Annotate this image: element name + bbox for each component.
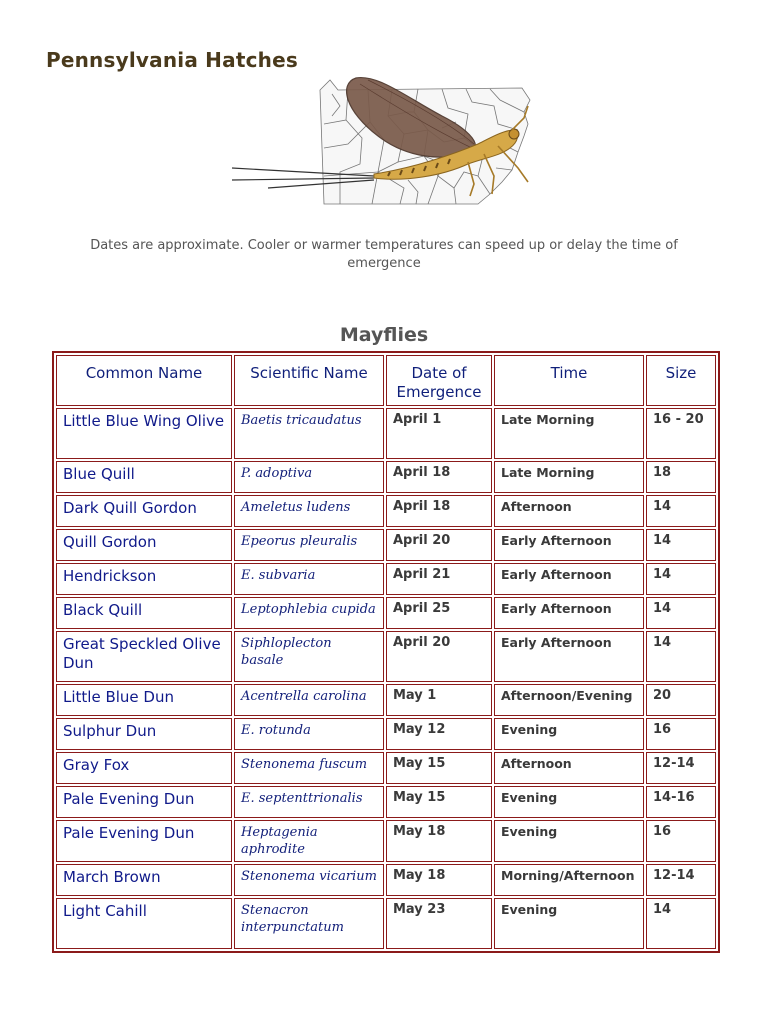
header-common-name: Common Name <box>56 355 232 406</box>
scientific-name-cell: P. adoptiva <box>234 461 384 493</box>
table-row <box>56 495 716 527</box>
date-cell: April 21 <box>386 563 492 595</box>
table-row <box>56 408 716 459</box>
scientific-name-cell: Epeorus pleuralis <box>234 529 384 561</box>
size-cell: 14 <box>646 529 716 561</box>
disclaimer-note: Dates are approximate. Cooler or warmer temperatures can speed up or delay the time of emergence <box>90 238 678 271</box>
size-cell: 16 <box>646 718 716 750</box>
common-name-cell: Quill Gordon <box>56 529 232 561</box>
table-header-row <box>56 355 716 406</box>
common-name-cell: Great Speckled Olive Dun <box>56 631 232 682</box>
size-cell: 14-16 <box>646 786 716 818</box>
size-cell: 14 <box>646 563 716 595</box>
scientific-name-cell: Siphloplecton basale <box>234 631 384 682</box>
table-row <box>56 718 716 750</box>
date-cell: May 23 <box>386 898 492 949</box>
size-cell: 20 <box>646 684 716 716</box>
date-cell: May 18 <box>386 864 492 896</box>
time-cell: Evening <box>494 898 644 949</box>
table-row <box>56 461 716 493</box>
date-cell: May 12 <box>386 718 492 750</box>
size-cell: 18 <box>646 461 716 493</box>
date-cell: May 15 <box>386 786 492 818</box>
size-cell: 14 <box>646 898 716 949</box>
common-name-cell: Blue Quill <box>56 461 232 493</box>
date-cell: April 20 <box>386 631 492 682</box>
scientific-name-cell: Heptagenia aphrodite <box>234 820 384 862</box>
table-row <box>56 563 716 595</box>
common-name-cell: Gray Fox <box>56 752 232 784</box>
scientific-name-cell: E. subvaria <box>234 563 384 595</box>
common-name-cell: Hendrickson <box>56 563 232 595</box>
date-cell: April 1 <box>386 408 492 459</box>
time-cell: Afternoon <box>494 752 644 784</box>
mayfly-hatch-table <box>52 351 720 953</box>
scientific-name-cell: Leptophlebia cupida <box>234 597 384 629</box>
scientific-name-cell: Stenacron interpunctatum <box>234 898 384 949</box>
date-cell: April 18 <box>386 461 492 493</box>
size-cell: 12-14 <box>646 864 716 896</box>
common-name-cell: Pale Evening Dun <box>56 786 232 818</box>
mayfly-map-image <box>228 72 538 212</box>
table-row <box>56 752 716 784</box>
table-row <box>56 864 716 896</box>
date-cell: April 20 <box>386 529 492 561</box>
scientific-name-cell: Stenonema fuscum <box>234 752 384 784</box>
time-cell: Afternoon <box>494 495 644 527</box>
table-row <box>56 684 716 716</box>
common-name-cell: Little Blue Dun <box>56 684 232 716</box>
time-cell: Early Afternoon <box>494 631 644 682</box>
time-cell: Late Morning <box>494 461 644 493</box>
page-title: Pennsylvania Hatches <box>46 48 298 72</box>
table-row <box>56 597 716 629</box>
table-row <box>56 820 716 862</box>
scientific-name-cell: E. septenttrionalis <box>234 786 384 818</box>
scientific-name-cell: Stenonema vicarium <box>234 864 384 896</box>
time-cell: Morning/Afternoon <box>494 864 644 896</box>
common-name-cell: Pale Evening Dun <box>56 820 232 862</box>
common-name-cell: Light Cahill <box>56 898 232 949</box>
time-cell: Evening <box>494 718 644 750</box>
header-scientific-name: Scientific Name <box>234 355 384 406</box>
common-name-cell: Dark Quill Gordon <box>56 495 232 527</box>
scientific-name-cell: E. rotunda <box>234 718 384 750</box>
table-row <box>56 529 716 561</box>
size-cell: 16 - 20 <box>646 408 716 459</box>
common-name-cell: Black Quill <box>56 597 232 629</box>
size-cell: 14 <box>646 631 716 682</box>
date-cell: May 18 <box>386 820 492 862</box>
scientific-name-cell: Baetis tricaudatus <box>234 408 384 459</box>
time-cell: Evening <box>494 820 644 862</box>
common-name-cell: March Brown <box>56 864 232 896</box>
common-name-cell: Sulphur Dun <box>56 718 232 750</box>
header-date-of-emergence: Date of Emergence <box>386 355 492 406</box>
time-cell: Late Morning <box>494 408 644 459</box>
header-time: Time <box>494 355 644 406</box>
header-size: Size <box>646 355 716 406</box>
table-row <box>56 631 716 682</box>
size-cell: 14 <box>646 597 716 629</box>
date-cell: April 25 <box>386 597 492 629</box>
time-cell: Afternoon/Evening <box>494 684 644 716</box>
date-cell: May 1 <box>386 684 492 716</box>
time-cell: Early Afternoon <box>494 529 644 561</box>
time-cell: Early Afternoon <box>494 597 644 629</box>
scientific-name-cell: Acentrella carolina <box>234 684 384 716</box>
table-row <box>56 786 716 818</box>
time-cell: Evening <box>494 786 644 818</box>
date-cell: April 18 <box>386 495 492 527</box>
date-cell: May 15 <box>386 752 492 784</box>
common-name-cell: Little Blue Wing Olive <box>56 408 232 459</box>
scientific-name-cell: Ameletus ludens <box>234 495 384 527</box>
table-row <box>56 898 716 949</box>
size-cell: 14 <box>646 495 716 527</box>
time-cell: Early Afternoon <box>494 563 644 595</box>
section-title-mayflies: Mayflies <box>339 324 429 346</box>
size-cell: 16 <box>646 820 716 862</box>
size-cell: 12-14 <box>646 752 716 784</box>
